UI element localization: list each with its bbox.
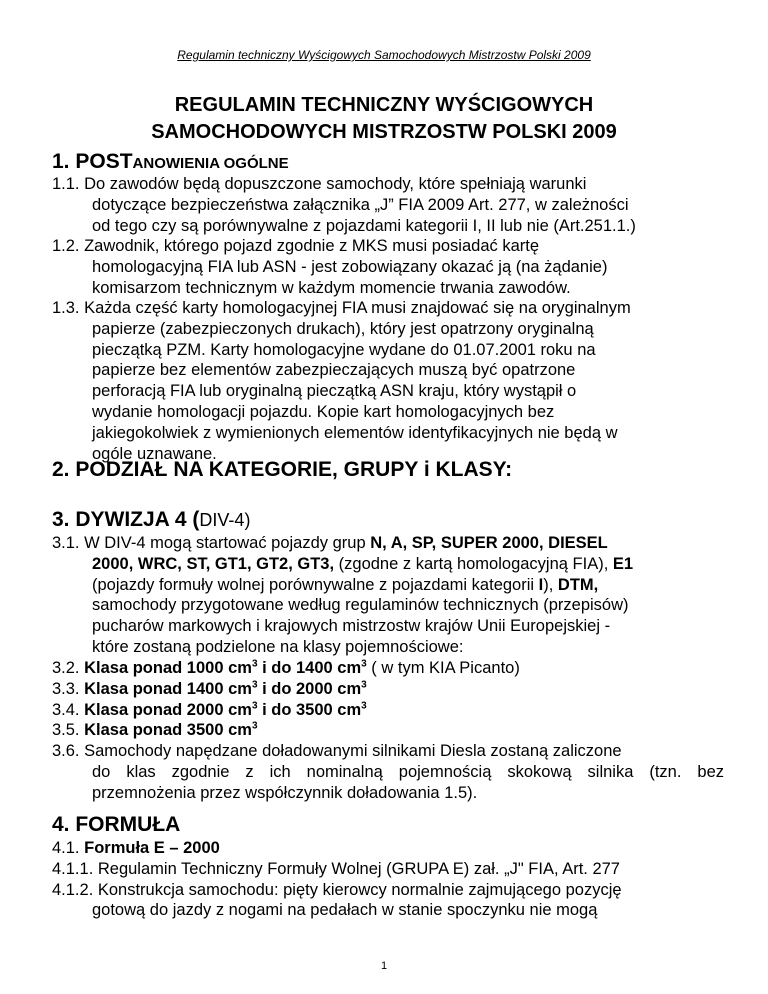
title-line-2: SAMOCHODOWYCH MISTRZOSTW POLSKI 2009 <box>151 121 617 143</box>
class-item: 3.3. Klasa ponad 1400 $cm^3$ i do 2000 $cm^3$ <box>52 679 367 698</box>
paragraph-4-1: 4.1. Formuła E – 2000 4.1.1. Regulamin Techniczny Formuły Wolnej (GRUPA E) zał. „J" FIA, Art. 277 4.1.2. Konstrukcja samochodu: pięty kierowcy normalnie zajmującego pozycję gotową do jazdy z nogami na pedałach w stanie spoczynku nie mogą <box>52 839 622 920</box>
paragraph-1-1: 1.1. Do zawodów będą dopuszczone samochody, które spełniają warunki dotyczące bezpieczeństwa załącznika „J” FIA 2009 Art. 277, w zależności od tego czy są porównywalne z pojazdami kategorii I, II lub nie (Art.251.1.) <box>52 175 636 235</box>
paragraph-3-1: 3.1. W DIV-4 mogą startować pojazdy grup N, A, SP, SUPER 2000, DIESEL 2000, WRC, ST, GT1, GT2, GT3, (zgodne z kartą homologacyjną FIA), E1 (pojazdy formuły wolnej porównywalne z pojazdami kategorii I), DTM, samochody przygotowane według regulaminów technicznych (przepisów) pucharów markowych i krajowych mistrzostw krajów Unii Europejskiej - które zostaną podzielone na klasy pojemnościowe: <box>52 534 634 656</box>
running-header: Regulamin techniczny Wyścigowych Samochodowych Mistrzostw Polski 2009 <box>177 48 591 62</box>
section-4-heading: 4. FORMUŁA <box>52 813 181 836</box>
class-item: 3.5. Klasa ponad 3500 $cm^3$ <box>52 720 258 740</box>
paragraph-1-3: 1.3. Każda część karty homologacyjnej FIA musi znajdować się na oryginalnym papierze (zabezpieczonych drukach), który jest opatrzony oryginalną pieczątką PZM. Karty homologacyjne wydane do 01.07.2001 roku na papierze bez elementów zabezpieczających muszą być opatrzone perforacją FIA lub oryginalną pieczątką ASN kraju, który wystąpił o wydanie homologacji pojazdu. Kopie kart homologacyjnych bez jakiegokolwiek z wymienionych elementów identyfikacyjnych nie będą w ogóle uznawane. <box>52 299 631 463</box>
document-title <box>0 92 768 146</box>
class-item: 3.4. Klasa ponad 2000 $cm^3$ i do 3500 $cm^3$ <box>52 700 367 719</box>
page-number: 1 <box>380 960 388 972</box>
paragraph-3-6: 3.6. Samochody napędzane doładowanymi silnikami Diesla zostaną zaliczone do klas zgodnie z ich nominalną pojemnością skokową silnika (tzn. bez przemnożenia przez współczynnik doładowania 1.5). <box>52 742 724 802</box>
class-list <box>52 658 724 741</box>
section-3-heading: 3. DYWIZJA 4 (DIV-4) <box>52 508 251 531</box>
section-1-heading: 1. POSTANOWIENIA OGÓLNE <box>52 150 289 173</box>
title-line-1: REGULAMIN TECHNICZNY WYŚCIGOWYCH <box>174 94 594 116</box>
paragraph-1-2: 1.2. Zawodnik, którego pojazd zgodnie z MKS musi posiadać kartę homologacyjną FIA lub ASN - jest zobowiązany okazać ją (na żądanie) komisarzom technicznym w każdym momencie trwania zawodów. <box>52 237 608 297</box>
class-item: 3.2. Klasa ponad 1000 $cm^3$ i do 1400 $cm^3$ ( w tym KIA Picanto) <box>52 658 520 677</box>
section-2-heading: 2. PODZIAŁ NA KATEGORIE, GRUPY i KLASY: <box>52 458 513 481</box>
